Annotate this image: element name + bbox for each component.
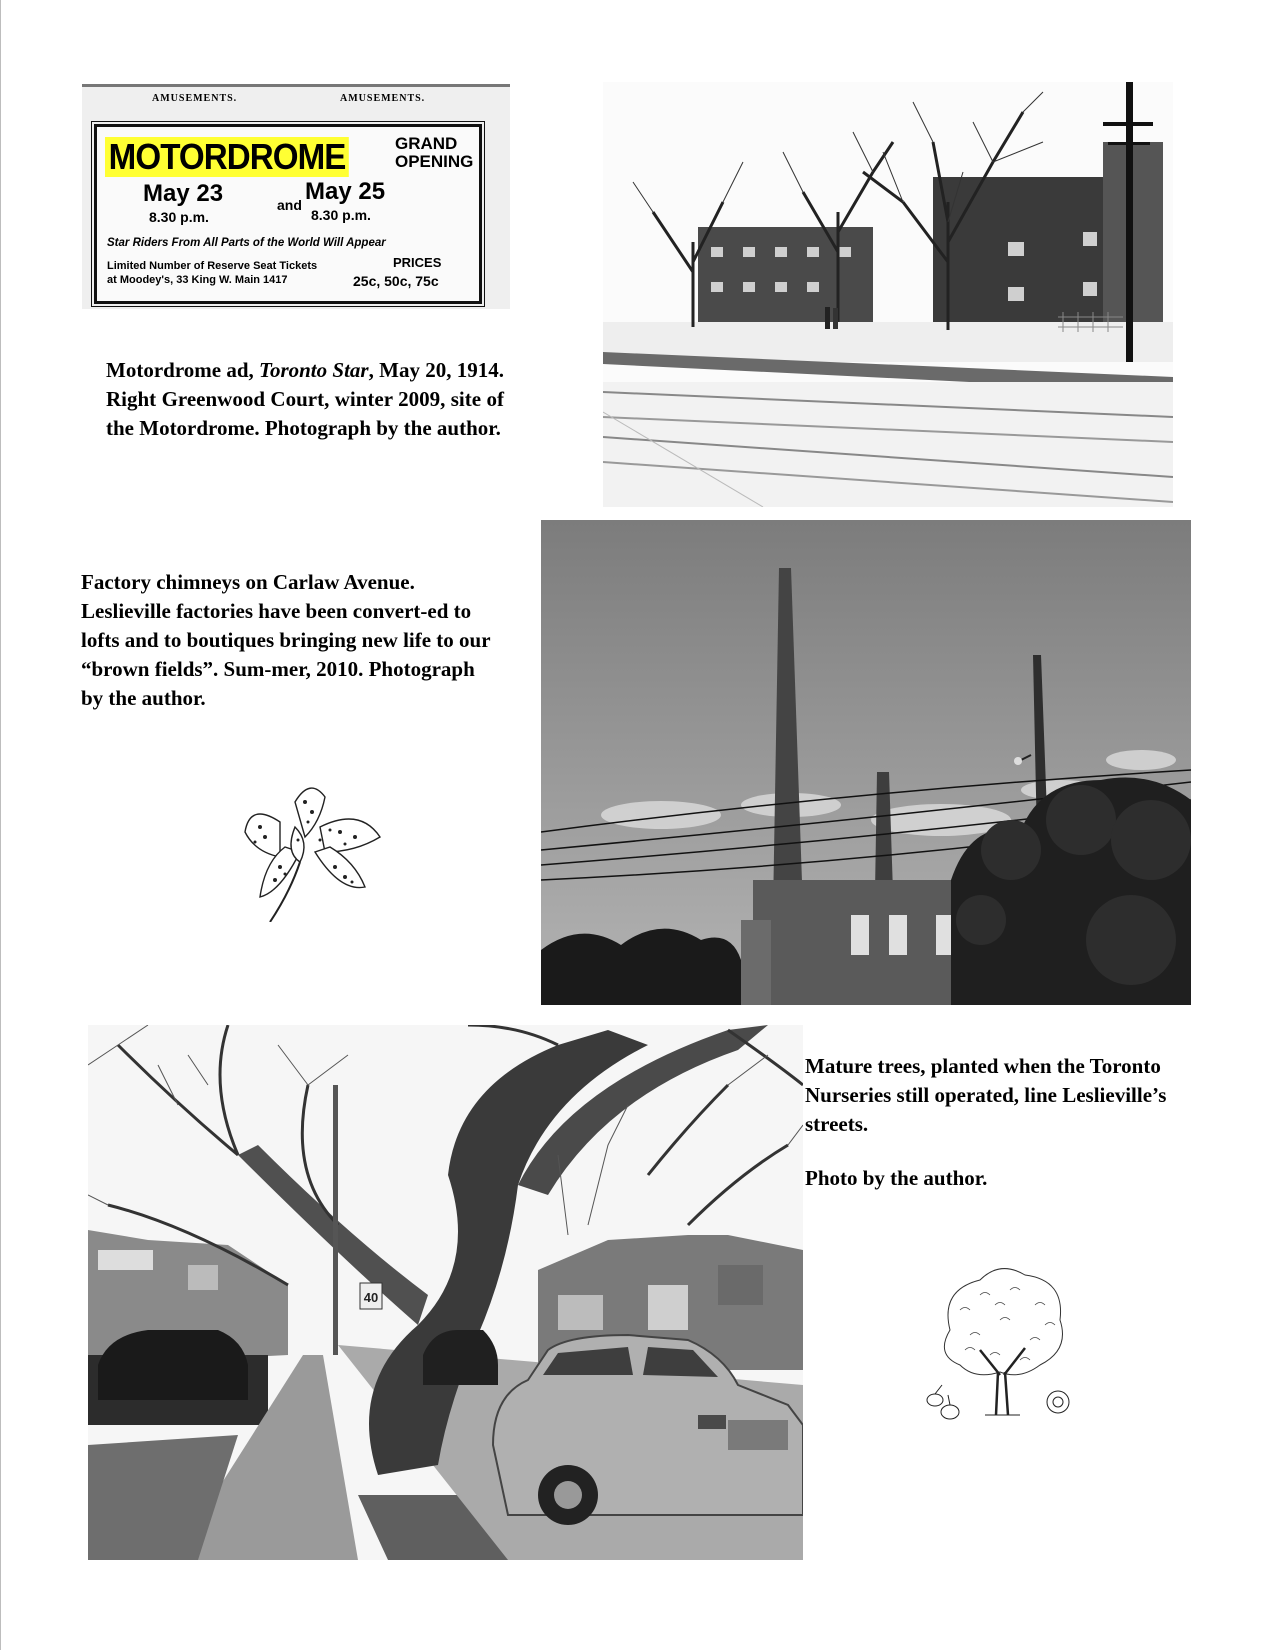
ad-date-1: May 23 [143, 180, 224, 207]
ad-tickets-line-2: at Moodey's, 33 King W. Main 1417 [107, 274, 288, 286]
speed-sign-value: 40 [363, 1290, 379, 1305]
ad-grand-opening: GRAND OPENING [395, 134, 474, 171]
ad-time-1: 8.30 p.m. [149, 209, 209, 225]
trees-photo-credit: Photo by the author. [805, 1166, 988, 1190]
motordrome-caption-post: , May 20, 1914. Right Greenwood Court, winter 2009, site of the Motordrome. Photograph by the author. [106, 358, 504, 440]
greenwood-court-photo [603, 82, 1173, 507]
ad-tickets [107, 259, 347, 287]
page-edge-line [0, 0, 1, 1650]
trees-caption: Mature trees, planted when the Toronto Nurseries still operated, line Leslieville’s streets. [805, 1054, 1167, 1136]
newspaper-name: Toronto Star [259, 358, 369, 382]
motordrome-caption-pre: Motordrome ad, [106, 358, 260, 382]
carlaw-chimneys-photo [541, 520, 1191, 1005]
tree-lined-street-photo [88, 1025, 803, 1560]
motordrome-caption [106, 356, 504, 443]
ad-header-left: AMUSEMENTS. [152, 93, 238, 104]
ad-prices: 25c, 50c, 75c [353, 273, 439, 289]
ad-and: and [277, 197, 302, 213]
motordrome-newspaper-ad [82, 84, 510, 309]
ad-title: MOTORDROME [105, 137, 349, 177]
ad-header-right: AMUSEMENTS. [340, 93, 426, 104]
ad-prices-label: PRICES [393, 255, 442, 270]
ad-date-2: May 25 [305, 178, 386, 205]
fruit-tree-illustration [920, 1260, 1080, 1430]
ad-time-2: 8.30 p.m. [311, 207, 371, 223]
ad-tickets-line-1: Limited Number of Reserve Seat Tickets [107, 260, 318, 272]
chimneys-caption: Factory chimneys on Carlaw Avenue. Leslieville factories have been convert-ed to lofts and to boutiques bringing new life to our “brown fields”. Sum-mer, 2010. Photograph by the author. [81, 570, 491, 710]
ad-header [82, 93, 510, 107]
ad-riders: Star Riders From All Parts of the World Will Appear [107, 237, 386, 249]
ad-frame [94, 124, 482, 304]
lily-illustration [240, 782, 390, 922]
